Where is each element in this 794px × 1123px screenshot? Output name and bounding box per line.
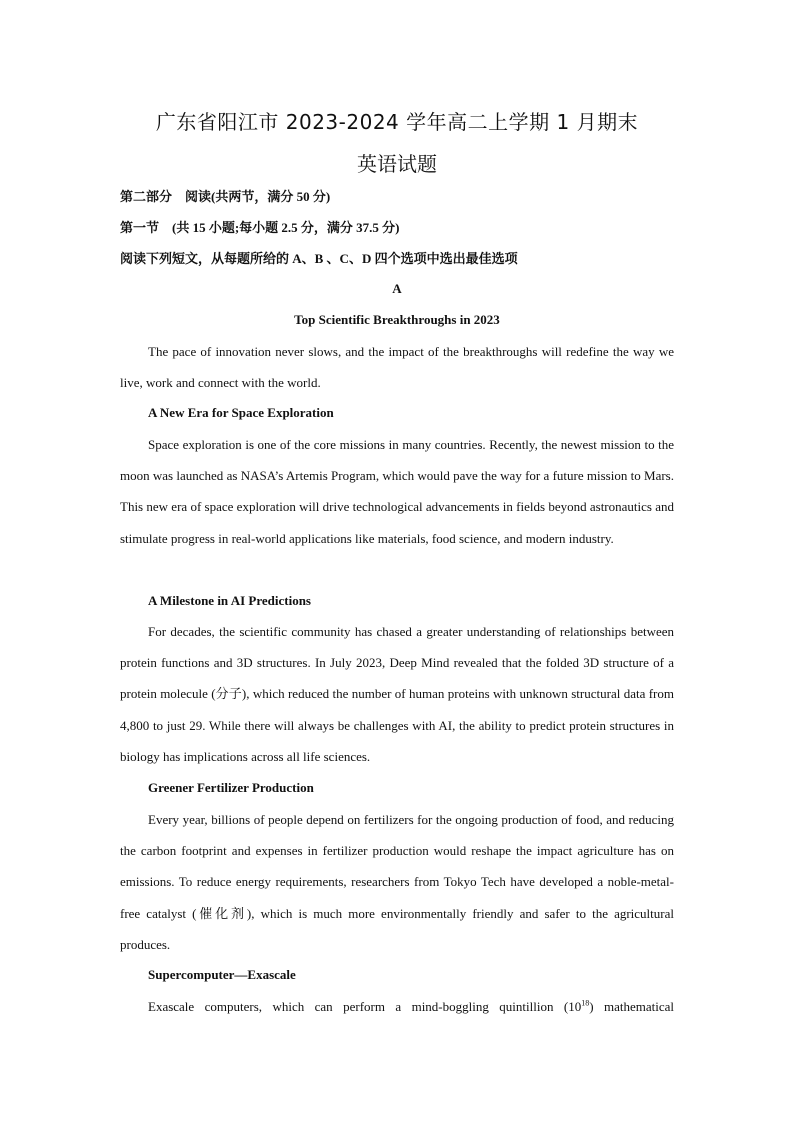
passage-title: Top Scientific Breakthroughs in 2023 — [294, 312, 500, 327]
section-text-supercomputer — [120, 991, 674, 1022]
section-heading-ai: A Milestone in AI Predictions — [148, 593, 311, 608]
section-info: 第一节 (共 15 小题;每小题 2.5 分，满分 37.5 分) — [120, 220, 400, 235]
section-text-fertilizer: Every year, billions of people depend on fertilizers for the ongoing production of food, and reducing the carbon footprint and expenses in fertilizer production would reshape the impact agriculture has on emissions. To reduce energy requirements, researchers from Tokyo Tech have developed a noble-metal-free catalyst (催化剂), which is much more environmentally friendly and safer to the agricultural produces. — [120, 812, 674, 952]
section-heading-space: A New Era for Space Exploration — [148, 405, 334, 420]
document-title: 广东省阳江市 2023-2024 学年高二上学期 1 月期末 — [155, 110, 639, 134]
section-text-space: Space exploration is one of the core missions in many countries. Recently, the newest mission to the moon was launched as NASA’s Artemis Program, which would pave the way for a future mission to Mars. This new era of space exploration will drive technological advancements in fields beyond astronautics and stimulate progress in real-world applications like materials, food science, and modern industry. — [120, 437, 674, 546]
exponent: 18 — [581, 998, 590, 1008]
supercomputer-text-start: Exascale computers, which can perform a mind-boggling quintillion (10 — [148, 999, 582, 1014]
section-heading-supercomputer: Supercomputer—Exascale — [148, 967, 296, 982]
directions-text: 阅读下列短文，从每题所给的 A、B 、C、D 四个选项中选出最佳选项 — [120, 251, 518, 266]
supercomputer-text-end: ) mathematical — [589, 999, 674, 1014]
section-text-ai: For decades, the scientific community has chased a greater understanding of relationships between protein functions and 3D structures. In July 2023, Deep Mind revealed that the folded 3D structure of a protein molecule (分子), which reduced the number of human proteins with unknown structural data from 4,800 to just 29. While there will always be challenges with AI, the ability to predict protein structures in biology has implications across all life sciences. — [120, 624, 674, 764]
part-info: 第二部分 阅读(共两节，满分 50 分) — [120, 189, 331, 204]
document-subtitle: 英语试题 — [357, 152, 437, 176]
section-heading-fertilizer: Greener Fertilizer Production — [148, 780, 314, 795]
intro-paragraph: The pace of innovation never slows, and the impact of the breakthroughs will redefine the way we live, work and connect with the world. — [120, 344, 674, 391]
passage-label: A — [392, 281, 402, 296]
